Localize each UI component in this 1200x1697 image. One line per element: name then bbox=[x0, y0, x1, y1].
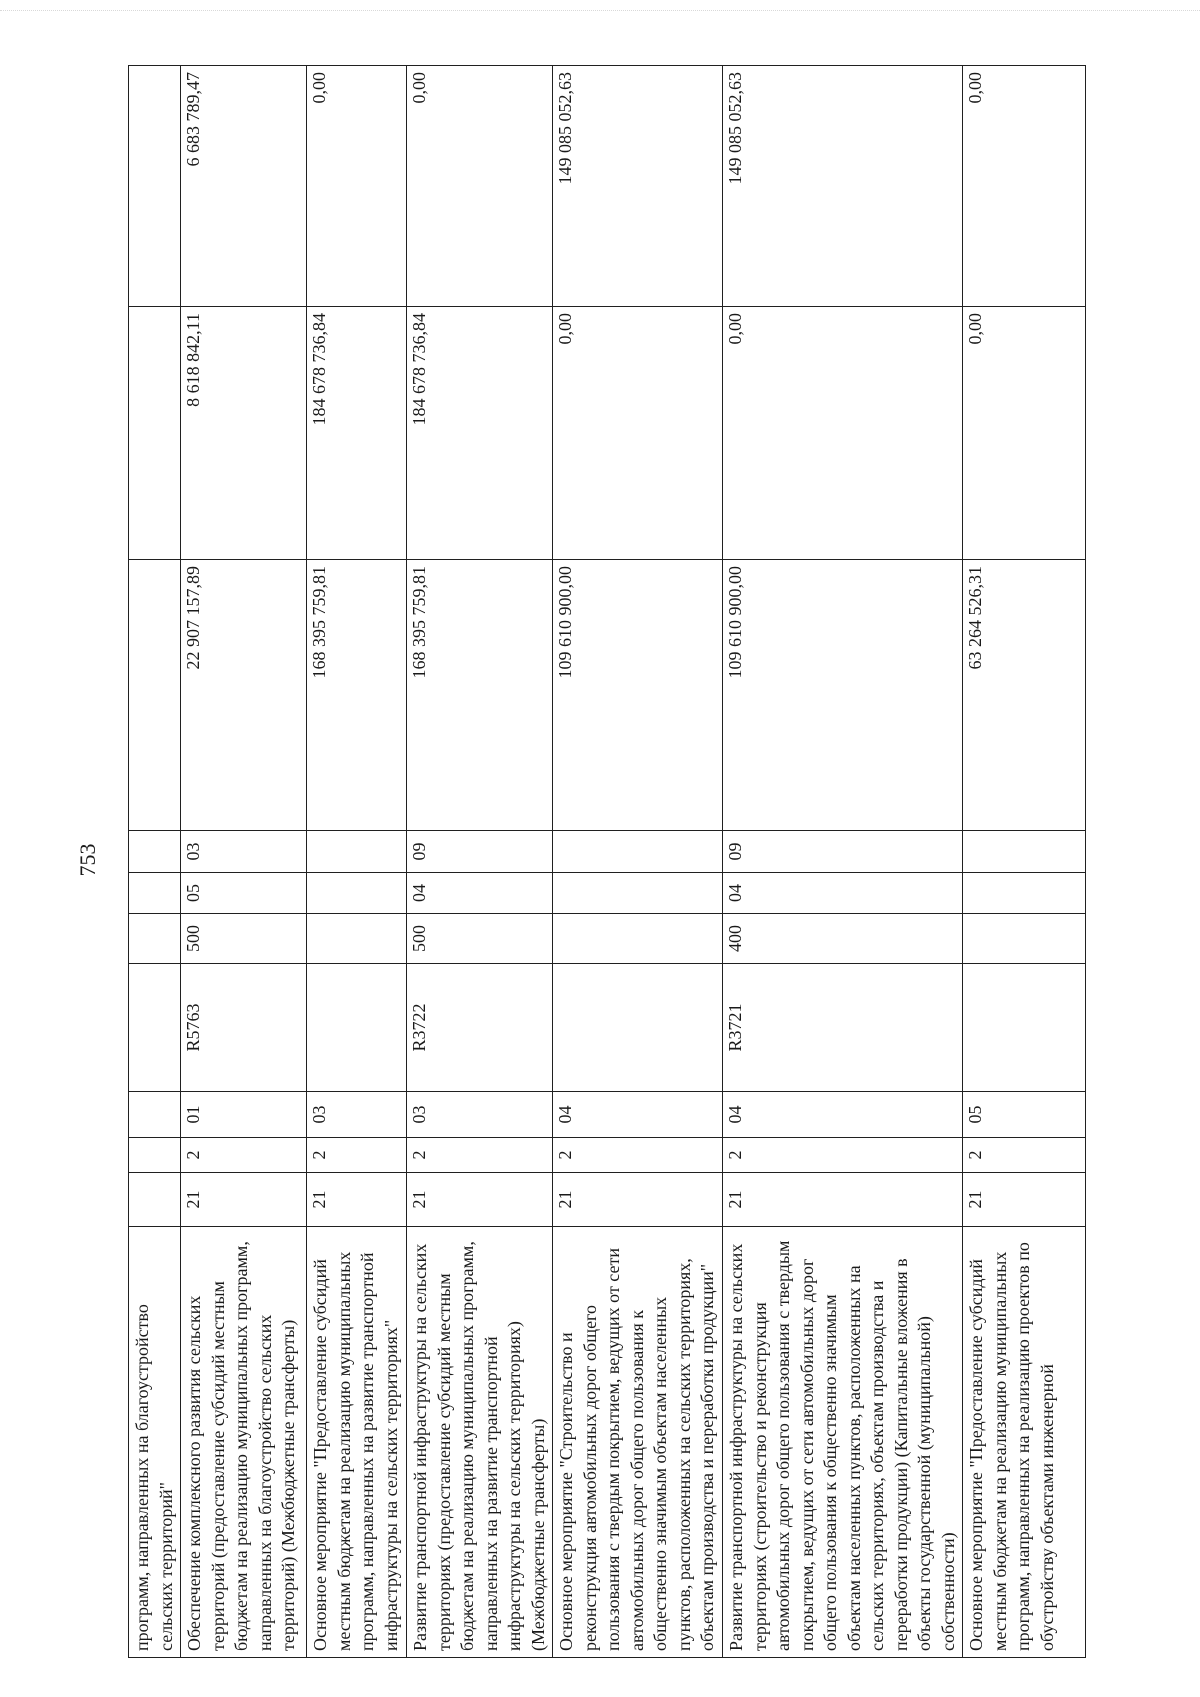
direction-code: R5763 bbox=[181, 964, 307, 1092]
page-number: 753 bbox=[75, 843, 100, 877]
scan-edge-line bbox=[0, 10, 1200, 11]
program-code: 21 bbox=[553, 1173, 723, 1227]
section-code bbox=[553, 873, 723, 914]
expense-type-code: 400 bbox=[723, 914, 963, 964]
subprogram-code bbox=[129, 1138, 181, 1173]
direction-code bbox=[553, 964, 723, 1092]
subprogram-code: 2 bbox=[307, 1138, 407, 1173]
event-code: 05 bbox=[963, 1092, 1086, 1138]
section-code: 04 bbox=[723, 873, 963, 914]
amount-year-3: 0,00 bbox=[307, 66, 407, 307]
direction-code bbox=[129, 964, 181, 1092]
amount-year-2: 0,00 bbox=[723, 307, 963, 560]
subsection-code bbox=[963, 831, 1086, 873]
subsection-code: 03 bbox=[181, 831, 307, 873]
event-code: 04 bbox=[723, 1092, 963, 1138]
table-row bbox=[181, 66, 307, 1658]
row-description: Основное мероприятие "Предоставление субсидий местным бюджетам на реализацию муниципальных программ, направленных на развитие транспортной инфраструктуры на сельских территориях" bbox=[307, 1227, 407, 1658]
event-code: 03 bbox=[407, 1092, 553, 1138]
event-code: 04 bbox=[553, 1092, 723, 1138]
amount-year-3: 6 683 789,47 bbox=[181, 66, 307, 307]
program-code: 21 bbox=[407, 1173, 553, 1227]
row-description: программ, направленных на благоустройство сельских территорий" bbox=[129, 1227, 181, 1658]
rotated-table-page bbox=[128, 66, 1083, 1658]
subprogram-code: 2 bbox=[407, 1138, 553, 1173]
program-code: 21 bbox=[723, 1173, 963, 1227]
amount-year-1: 168 395 759,81 bbox=[307, 560, 407, 831]
amount-year-2 bbox=[129, 307, 181, 560]
amount-year-3: 149 085 052,63 bbox=[553, 66, 723, 307]
direction-code bbox=[307, 964, 407, 1092]
direction-code: R3722 bbox=[407, 964, 553, 1092]
amount-year-1 bbox=[129, 560, 181, 831]
amount-year-3: 149 085 052,63 bbox=[723, 66, 963, 307]
amount-year-3: 0,00 bbox=[963, 66, 1086, 307]
row-description: Основное мероприятие "Строительство и реконструкция автомобильных дорог общего пользования с твердым покрытием, ведущих от сети автомобильных дорог общего пользования к общественно значимым объектам населенных пунктов, расположенных на сельских территориях, объектам производства и переработки продукции" bbox=[553, 1227, 723, 1658]
section-code: 05 bbox=[181, 873, 307, 914]
amount-year-2: 8 618 842,11 bbox=[181, 307, 307, 560]
row-description: Развитие транспортной инфраструктуры на сельских территориях (предоставление субсидий местным бюджетам на реализацию муниципальных программ, направленных на развитие транспортной инфраструктуры на сельских территориях) (Межбюджетные трансферты) bbox=[407, 1227, 553, 1658]
amount-year-1: 168 395 759,81 bbox=[407, 560, 553, 831]
amount-year-2: 184 678 736,84 bbox=[407, 307, 553, 560]
section-code bbox=[963, 873, 1086, 914]
section-code bbox=[129, 873, 181, 914]
subprogram-code: 2 bbox=[723, 1138, 963, 1173]
direction-code bbox=[963, 964, 1086, 1092]
table-body bbox=[129, 66, 1086, 1658]
event-code: 03 bbox=[307, 1092, 407, 1138]
amount-year-2: 184 678 736,84 bbox=[307, 307, 407, 560]
expense-type-code: 500 bbox=[407, 914, 553, 964]
event-code bbox=[129, 1092, 181, 1138]
amount-year-1: 22 907 157,89 bbox=[181, 560, 307, 831]
table-row bbox=[963, 66, 1086, 1658]
row-description: Основное мероприятие "Предоставление субсидий местным бюджетам на реализацию муниципальных программ, направленных на реализацию проектов по обустройству объектами инженерной bbox=[963, 1227, 1086, 1658]
subprogram-code: 2 bbox=[181, 1138, 307, 1173]
amount-year-3: 0,00 bbox=[407, 66, 553, 307]
budget-table bbox=[128, 65, 1086, 1658]
section-code: 04 bbox=[407, 873, 553, 914]
expense-type-code bbox=[553, 914, 723, 964]
amount-year-1: 109 610 900,00 bbox=[723, 560, 963, 831]
event-code: 01 bbox=[181, 1092, 307, 1138]
program-code: 21 bbox=[307, 1173, 407, 1227]
row-description: Обеспечение комплексного развития сельских территорий (предоставление субсидий местным бюджетам на реализацию муниципальных программ, направленных на благоустройство сельских территорий) (Межбюджетные трансферты) bbox=[181, 1227, 307, 1658]
program-code: 21 bbox=[181, 1173, 307, 1227]
expense-type-code bbox=[129, 914, 181, 964]
subsection-code bbox=[553, 831, 723, 873]
row-description: Развитие транспортной инфраструктуры на сельских территориях (строительство и реконструкция автомобильных дорог общего пользования с твердым покрытием, ведущих от сети автомобильных дорог общего пользования к общественно значимым объектам населенных пунктов, расположенных на сельских территориях, объектам производства и переработки продукции) (Капитальные вложения в объекты государственной (муниципальной) собственности) bbox=[723, 1227, 963, 1658]
program-code bbox=[129, 1173, 181, 1227]
table-row bbox=[407, 66, 553, 1658]
expense-type-code bbox=[307, 914, 407, 964]
subprogram-code: 2 bbox=[553, 1138, 723, 1173]
amount-year-1: 63 264 526,31 bbox=[963, 560, 1086, 831]
subsection-code bbox=[129, 831, 181, 873]
section-code bbox=[307, 873, 407, 914]
subsection-code: 09 bbox=[407, 831, 553, 873]
table-row bbox=[553, 66, 723, 1658]
program-code: 21 bbox=[963, 1173, 1086, 1227]
expense-type-code: 500 bbox=[181, 914, 307, 964]
expense-type-code bbox=[963, 914, 1086, 964]
amount-year-2: 0,00 bbox=[553, 307, 723, 560]
table-row bbox=[307, 66, 407, 1658]
subprogram-code: 2 bbox=[963, 1138, 1086, 1173]
amount-year-2: 0,00 bbox=[963, 307, 1086, 560]
amount-year-3 bbox=[129, 66, 181, 307]
amount-year-1: 109 610 900,00 bbox=[553, 560, 723, 831]
direction-code: R3721 bbox=[723, 964, 963, 1092]
table-row bbox=[723, 66, 963, 1658]
table-row bbox=[129, 66, 181, 1658]
subsection-code bbox=[307, 831, 407, 873]
subsection-code: 09 bbox=[723, 831, 963, 873]
